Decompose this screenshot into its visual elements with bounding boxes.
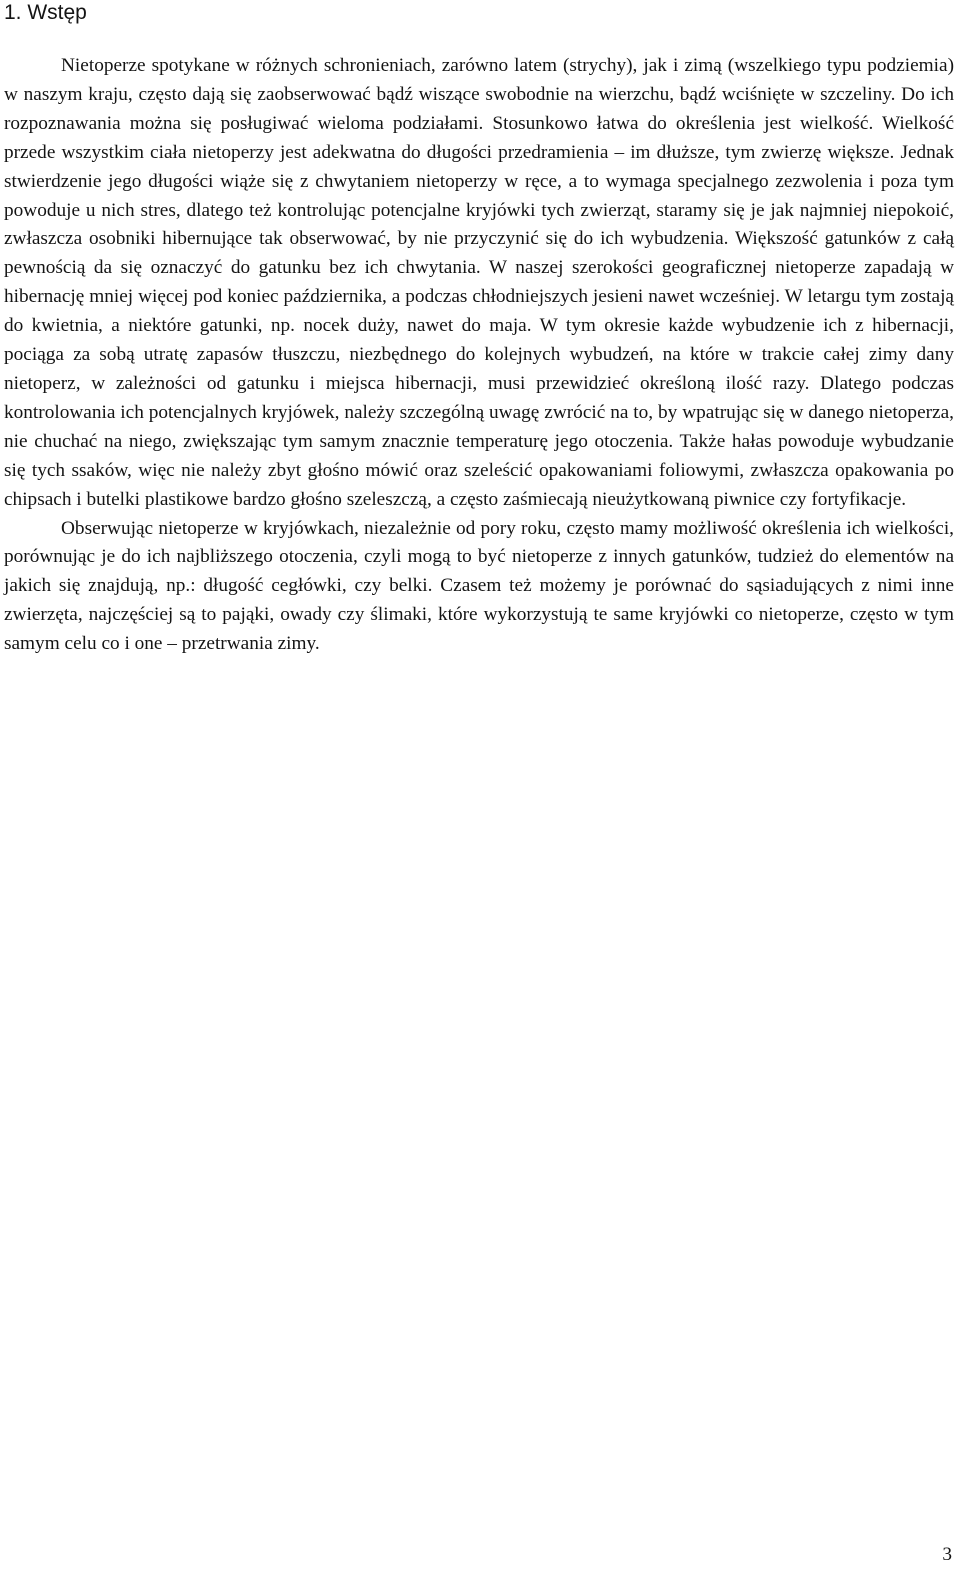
paragraph-1: Nietoperze spotykane w różnych schronieniach, zarówno latem (strychy), jak i zimą (wszelkiego typu podziemia) w naszym kraju, często dają się zaobserwować bądź wiszące swobodnie na wierzchu, bądź wciśnięte w szczeliny. Do ich rozpoznawania można się posługiwać wieloma podziałami. Stosunkowo łatwa do określenia jest wielkość. Wielkość przede wszystkim ciała nietoperzy jest adekwatna do długości przedramienia – im dłuższe, tym zwierzę większe. Jednak stwierdzenie jego długości wiąże się z chwytaniem nietoperzy w ręce, a to wymaga specjalnego zezwolenia i poza tym powoduje u nich stres, dlatego też kontrolując potencjalne kryjówki tych zwierząt, staramy się je jak najmniej niepokoić, zwłaszcza osobniki hibernujące tak obserwować, by nie przyczynić się do ich wybudzenia. Większość gatunków z całą pewnością da się oznaczyć do gatunku bez ich chwytania. W naszej szerokości geograficznej nietoperze zapadają w hibernację mniej więcej pod koniec października, a podczas chłodniejszych jesieni nawet wcześniej. W letargu tym zostają do kwietnia, a niektóre gatunki, np. nocek duży, nawet do maja. W tym okresie każde wybudzenie ich z hibernacji, pociąga za sobą utratę zapasów tłuszczu, niezbędnego do kolejnych wybudzeń, na które w trakcie całej zimy dany nietoperz, w zależności od gatunku i miejsca hibernacji, musi przewidzieć określoną ilość razy. Dlatego podczas kontrolowania ich potencjalnych kryjówek, należy szczególną uwagę zwrócić na to, by wpatrując się w danego nietoperza, nie chuchać na niego, zwiększając tym samym znacznie temperaturę jego otoczenia. Także hałas powoduje wybudzanie się tych ssaków, więc nie należy zbyt głośno mówić oraz szeleścić opakowaniami foliowymi, zwłaszcza opakowania po chipsach i butelki plastikowe bardzo głośno szeleszczą, a często zaśmiecają nieużytkowaną piwnice czy fortyfikacje.	[4, 55, 954, 510]
page-number: 3	[942, 1544, 952, 1565]
section-title: 1. Wstęp	[4, 1, 87, 24]
paragraph-2: Obserwując nietoperze w kryjówkach, niezależnie od pory roku, często mamy możliwość określenia ich wielkości, porównując je do ich najbliższego otoczenia, czyli mogą to być nietoperze z innych gatunków, tudzież do elementów na jakich się znajdują, np.: długość cegłówki, czy belki. Czasem też możemy je porównać do sąsiadujących z nimi inne zwierzęta, najczęściej są to pająki, owady czy ślimaki, które wykorzystują te same kryjówki co nietoperze, często w tym samym celu co i one – przetrwania zimy.	[4, 517, 954, 655]
body-text	[4, 52, 954, 659]
